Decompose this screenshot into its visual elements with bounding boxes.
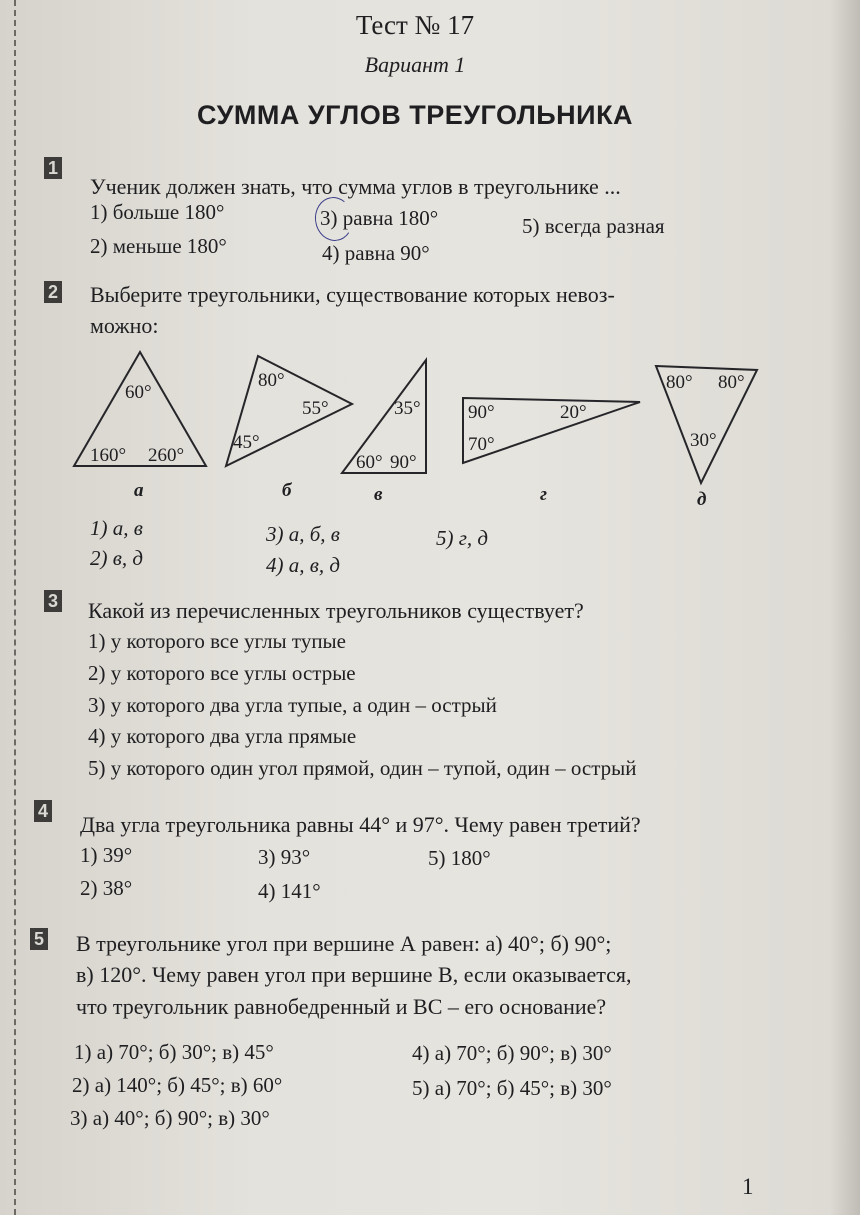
question-4-text: Два угла треугольника равны 44° и 97°. Чему равен третий? [80, 812, 641, 837]
triangle-d-angle-bottom: 30° [690, 430, 717, 451]
triangle-g-angle-bottom: 70° [468, 434, 495, 455]
q4-option-3[interactable]: 3) 93° [258, 845, 311, 869]
variant-label: Вариант 1 [364, 52, 466, 77]
q1-option-1[interactable]: 1) больше 180° [90, 200, 225, 224]
q3-option-5[interactable]: 5) у которого один угол прямой, один – тупой, один – острый [88, 756, 637, 780]
question-number-4: 4 [34, 800, 52, 822]
q1-option-3[interactable]: 3) равна 180° [320, 206, 439, 230]
question-number-5: 5 [30, 928, 48, 950]
triangle-v-angle-top: 35° [394, 398, 421, 419]
topic-title: СУММА УГЛОВ ТРЕУГОЛЬНИКА [196, 100, 634, 130]
q2-option-2[interactable]: 2) в, д [90, 546, 143, 570]
q4-option-2[interactable]: 2) 38° [80, 876, 133, 900]
triangle-v-angle-left: 60° [356, 452, 383, 473]
question-5-text-line3: что треугольник равнобедренный и ВС – его основание? [76, 994, 607, 1019]
triangle-b-angle-top: 80° [258, 370, 285, 391]
question-3-text: Какой из перечисленных треугольников существует? [88, 598, 584, 623]
triangle-g-angle-top: 90° [468, 402, 495, 423]
triangle-a-angle-top: 60° [125, 382, 152, 403]
q2-option-3[interactable]: 3) а, б, в [266, 522, 340, 546]
q5-option-2[interactable]: 2) а) 140°; б) 45°; в) 60° [72, 1073, 283, 1097]
q3-option-4[interactable]: 4) у которого два угла прямые [88, 724, 357, 748]
question-5-text-line2: в) 120°. Чему равен угол при вершине В, если оказывается, [76, 962, 632, 987]
q1-option-2[interactable]: 2) меньше 180° [90, 234, 227, 258]
q4-option-5[interactable]: 5) 180° [428, 846, 491, 870]
triangle-b-angle-right: 55° [302, 398, 329, 419]
q2-option-5[interactable]: 5) г, д [436, 526, 489, 550]
question-number-3: 3 [44, 590, 62, 612]
question-number-2: 2 [44, 281, 62, 303]
q3-option-2[interactable]: 2) у которого все углы острые [88, 661, 356, 685]
page-number: 1 [742, 1174, 754, 1199]
triangle-g-angle-right: 20° [560, 402, 587, 423]
triangle-d-angle-left: 80° [666, 372, 693, 393]
q3-option-1[interactable]: 1) у которого все углы тупые [88, 629, 346, 653]
triangle-g-label: г [540, 484, 548, 505]
q1-option-5[interactable]: 5) всегда разная [522, 214, 665, 238]
triangle-a-angle-right: 260° [148, 445, 185, 466]
triangles-figure [0, 0, 860, 520]
triangle-a-angle-left: 160° [90, 445, 127, 466]
triangle-b-angle-bottom: 45° [233, 432, 260, 453]
q4-option-1[interactable]: 1) 39° [80, 843, 133, 867]
triangle-b-label: б [282, 480, 292, 501]
question-number-1: 1 [44, 157, 62, 179]
question-5-text-line1: В треугольнике угол при вершине А равен: а) 40°; б) 90°; [76, 931, 612, 956]
q2-option-4[interactable]: 4) а, в, д [266, 553, 340, 577]
question-1-text: Ученик должен знать, что сумма углов в треугольнике ... [90, 174, 621, 199]
triangle-v-label: в [374, 484, 383, 505]
q5-option-4[interactable]: 4) а) 70°; б) 90°; в) 30° [412, 1041, 612, 1065]
q5-option-3[interactable]: 3) а) 40°; б) 90°; в) 30° [70, 1106, 270, 1130]
test-title: Тест № 17 [355, 10, 475, 40]
q4-option-4[interactable]: 4) 141° [258, 879, 321, 903]
q5-option-5[interactable]: 5) а) 70°; б) 45°; в) 30° [412, 1076, 612, 1100]
q2-option-1[interactable]: 1) а, в [90, 516, 143, 540]
q3-option-3[interactable]: 3) у которого два угла тупые, а один – острый [88, 693, 497, 717]
triangle-v-angle-right: 90° [390, 452, 417, 473]
triangle-d-label: д [697, 489, 707, 510]
triangle-a-label: а [134, 480, 144, 501]
question-2-text-line2: можно: [90, 313, 159, 338]
q1-option-4[interactable]: 4) равна 90° [322, 241, 430, 265]
q5-option-1[interactable]: 1) а) 70°; б) 30°; в) 45° [74, 1040, 274, 1064]
question-2-text-line1: Выберите треугольники, существование которых невоз- [90, 282, 615, 307]
triangle-d-angle-right: 80° [718, 372, 745, 393]
